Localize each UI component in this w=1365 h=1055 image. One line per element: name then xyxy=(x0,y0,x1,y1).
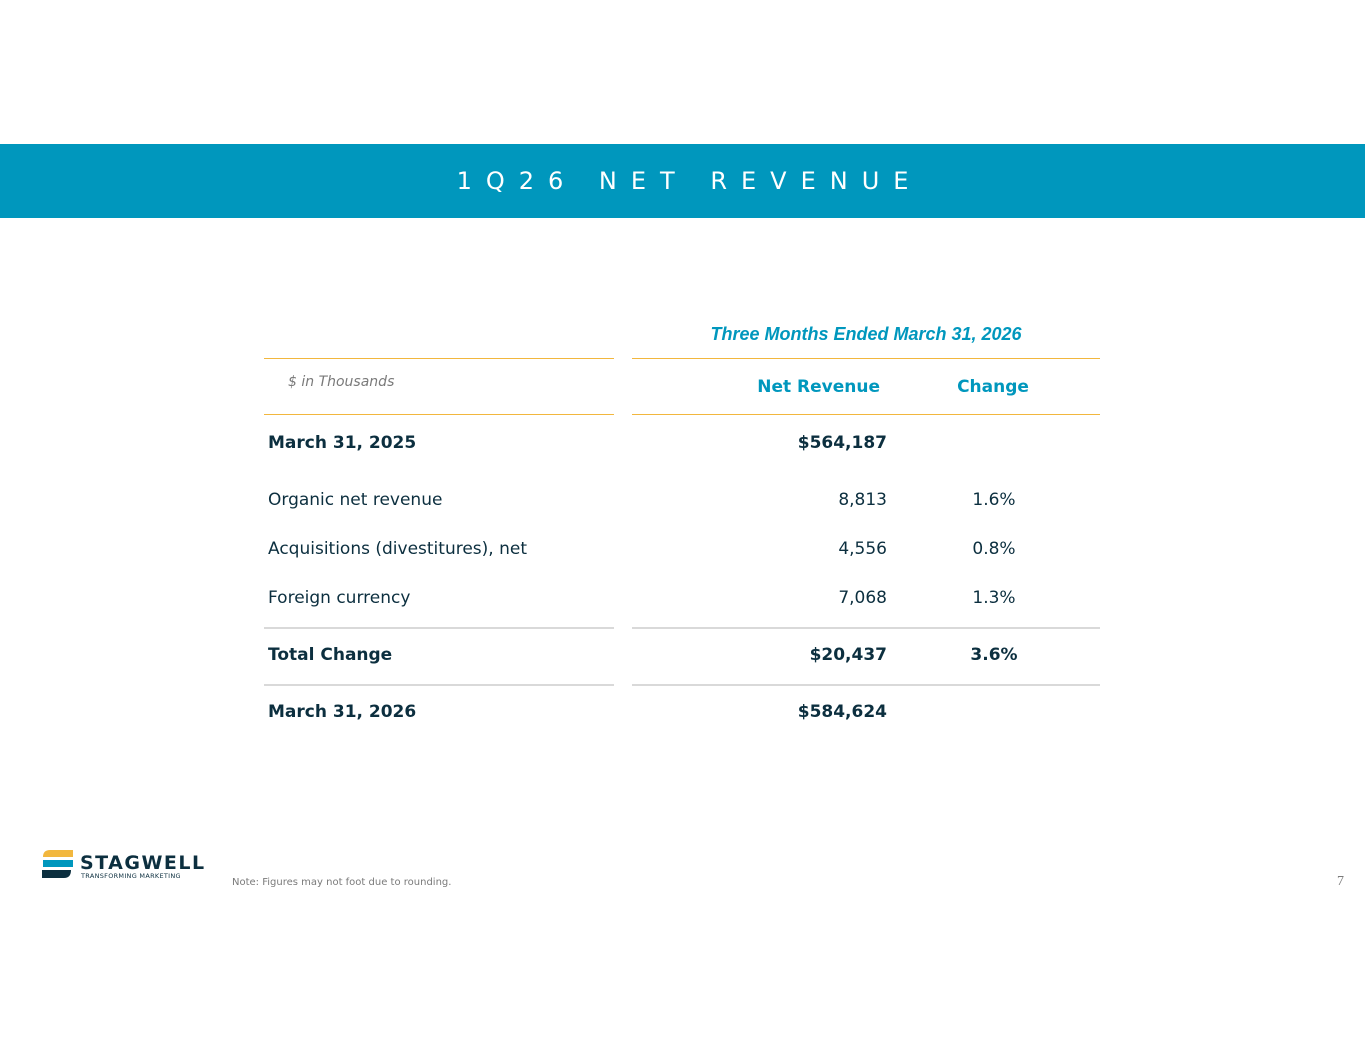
stagwell-logo xyxy=(40,846,210,882)
row-net-revenue: $584,624 xyxy=(797,702,887,722)
row-label: March 31, 2025 xyxy=(268,433,417,453)
row-net-revenue: $20,437 xyxy=(809,645,887,665)
row-change: 1.6% xyxy=(972,490,1016,510)
total-rule-right xyxy=(632,684,1100,686)
period-heading: Three Months Ended March 31, 2026 xyxy=(710,324,1022,344)
logo-tagline: TRANSFORMING MARKETING xyxy=(81,872,181,880)
header-bottom-rule-right xyxy=(632,414,1100,415)
row-label: March 31, 2026 xyxy=(268,702,417,722)
column-header-net-revenue: Net Revenue xyxy=(757,377,880,397)
table-row xyxy=(0,645,1365,669)
logo-wordmark: STAGWELL xyxy=(80,852,206,874)
table-row xyxy=(0,588,1365,612)
row-net-revenue: $564,187 xyxy=(797,433,887,453)
row-label: Foreign currency xyxy=(268,588,411,608)
stagwell-logo-icon xyxy=(40,848,74,880)
row-net-revenue: 4,556 xyxy=(838,539,887,559)
row-label: Total Change xyxy=(268,645,393,665)
total-rule-left xyxy=(264,684,614,686)
row-label: Acquisitions (divestitures), net xyxy=(268,539,527,559)
table-top-rule-right xyxy=(632,358,1100,359)
page-number: 7 xyxy=(1337,874,1344,889)
page-title: 1Q26 NET REVENUE xyxy=(456,167,923,195)
row-change: 1.3% xyxy=(972,588,1016,608)
row-net-revenue: 8,813 xyxy=(838,490,887,510)
table-row xyxy=(0,433,1365,457)
table-top-rule-left xyxy=(264,358,614,359)
subtotal-rule-left xyxy=(264,627,614,629)
row-change: 3.6% xyxy=(970,645,1018,665)
footnote: Note: Figures may not foot due to rounding. xyxy=(232,877,452,888)
column-header-change: Change xyxy=(957,377,1029,397)
title-banner xyxy=(0,144,1365,218)
table-row xyxy=(0,490,1365,514)
row-net-revenue: 7,068 xyxy=(838,588,887,608)
table-row xyxy=(0,702,1365,726)
table-row xyxy=(0,539,1365,563)
row-change: 0.8% xyxy=(972,539,1016,559)
subtotal-rule-right xyxy=(632,627,1100,629)
header-bottom-rule-left xyxy=(264,414,614,415)
row-label: Organic net revenue xyxy=(268,490,443,510)
units-label: $ in Thousands xyxy=(288,374,395,390)
